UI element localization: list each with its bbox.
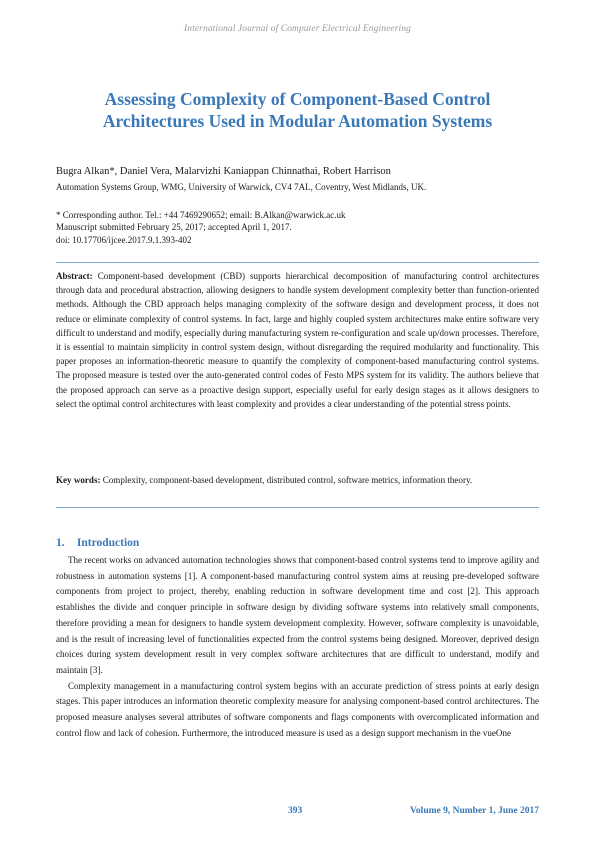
keywords-text: Complexity, component-based development, distributed control, software metrics, information theory.	[102, 475, 473, 485]
section-number: 1.	[56, 537, 65, 549]
page-number: 393	[288, 806, 303, 816]
paper-meta	[56, 209, 546, 246]
divider-bottom	[56, 507, 539, 508]
keywords	[56, 474, 539, 488]
keywords-label: Key words:	[56, 475, 101, 485]
abstract-label: Abstract:	[56, 271, 93, 281]
journal-header: International Journal of Computer Electrical Engineering	[184, 24, 411, 34]
corresponding-author: * Corresponding author. Tel.: +44 7469290652; email: B.Alkan@warwick.ac.uk	[56, 210, 346, 220]
doi: doi: 10.17706/ijcee.2017.9.1.393-402	[56, 234, 192, 245]
title-line-1: Assessing Complexity of Component-Based Control	[104, 89, 491, 109]
manuscript-dates: Manuscript submitted February 25, 2017; accepted April 1, 2017.	[56, 222, 292, 233]
divider-top	[56, 262, 539, 263]
paragraph: Complexity management in a manufacturing control system begins with an accurate prediction of stress points at early design stages. This paper introduces an information theoretic complexity measure for analysing component-based control architectures. The proposed measure analyses several attributes of software components and flags components with overcomplicated information and control flow and lack of cohesion. Furthermore, the introduced measure is used as a design support mechanism in the vueOne	[56, 680, 539, 738]
volume-info: Volume 9, Number 1, June 2017	[409, 806, 539, 816]
abstract	[56, 269, 539, 411]
section-title: Introduction	[76, 537, 140, 549]
author-list: Bugra Alkan*, Daniel Vera, Malarvizhi Kaniappan Chinnathai, Robert Harrison	[56, 166, 391, 177]
abstract-text: Component-based development (CBD) supports hierarchical decomposition of manufacturing control architectures through data and procedural abstraction, allowing designers to handle system development complexity better than function-oriented methods. Although the CBD approach helps managing complexity of the software design and development process, it does not reduce or eliminate complexity of control systems. In fact, large and highly coupled system architectures make entire software very difficult to understand and modify, especially during manufacturing system re-configuration and scale up/down processes. Therefore, it is essential to maintain simplicity in control system design, without disregarding the required modularity and functionality. This paper proposes an information-theoretic measure to quantify the complexity of component-based manufacturing control systems. The proposed measure is tested over the auto-generated control codes of Festo MPS system for its validity. The authors believe that the proposed approach can serve as a proactive design support, especially useful for early design stages as it allows designers to select the optimal control architectures with least complexity and provides a clear understanding of the potential stress points.	[56, 271, 539, 409]
introduction-body	[56, 553, 539, 741]
section-heading-introduction	[56, 537, 139, 549]
affiliation: Automation Systems Group, WMG, University of Warwick, CV4 7AL, Coventry, West Midlands, UK.	[56, 182, 427, 192]
paper-title	[60, 88, 535, 132]
title-line-2: Architectures Used in Modular Automation Systems	[102, 111, 493, 131]
paragraph: The recent works on advanced automation technologies shows that component-based control systems tend to improve agility and robustness in automation systems [1]. A component-based manufacturing control system aims at reusing pre-developed software components from project to project, thereby, enabling reduction in software development time and cost [2]. This approach establishes the divide and conquer principle in software design by dividing software systems into relatively small components, therefore providing a mean for designers to handle system development complexity. However, software complexity is unavoidable, and is the result of increasing level of functionalities expected from the control systems being designed. Moreover, deprived design choices during system development result in very complex software architectures that are difficult to understand, modify and maintain [3].	[56, 555, 539, 675]
